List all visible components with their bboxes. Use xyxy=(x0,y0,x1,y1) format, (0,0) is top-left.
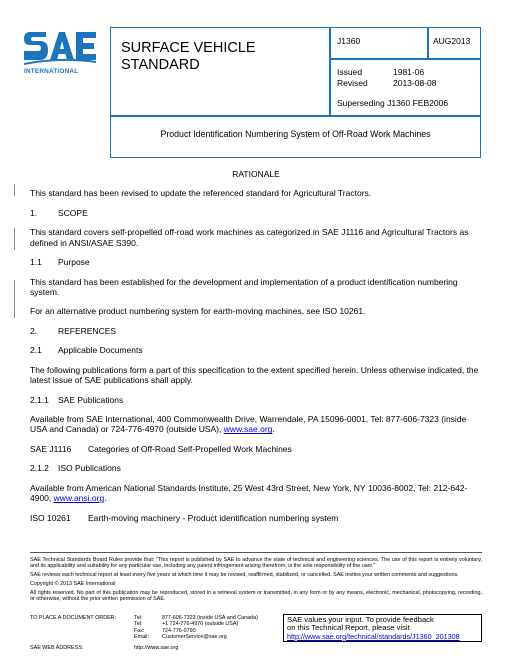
standard-type-title: SURFACE VEHICLE STANDARD xyxy=(121,40,256,73)
logo-subtext: INTERNATIONAL xyxy=(24,68,79,75)
doc-number: J1360 xyxy=(337,36,361,46)
reference-title: Categories of Off-Road Self-Propelled Work Machines xyxy=(88,443,292,454)
section-1-heading xyxy=(30,208,482,218)
contact-value: 724-776-0790 xyxy=(162,627,196,634)
section-number: 2.1.1 xyxy=(30,394,49,405)
section-number: 2. xyxy=(30,325,38,336)
section-1-1-heading xyxy=(30,257,482,267)
contact-label: Tel: xyxy=(134,615,143,621)
doc-number-box xyxy=(330,27,428,59)
section-number: 1.1 xyxy=(30,257,42,268)
sae-website-link[interactable]: www.sae.org xyxy=(223,424,273,435)
reference-entry xyxy=(30,444,482,454)
revised-label: Revised xyxy=(337,77,368,88)
purpose-text: This standard has been established for the development and implementation of a product identification numbering system. xyxy=(30,276,458,297)
iso-publications-text xyxy=(30,483,482,504)
reference-entry xyxy=(30,513,482,523)
change-bar xyxy=(14,184,15,196)
document-body xyxy=(30,169,482,532)
section-title: SAE Publications xyxy=(58,394,124,405)
issued-value: 1981-06 xyxy=(393,67,425,77)
sae-logo xyxy=(24,30,104,76)
footer-legal xyxy=(30,557,482,605)
period: . xyxy=(104,493,107,504)
section-title: Applicable Documents xyxy=(58,345,143,356)
section-title: REFERENCES xyxy=(58,325,117,336)
contact-value: 877-606-7323 (inside USA and Canada) xyxy=(162,615,258,621)
revised-value: 2013-08-08 xyxy=(393,77,437,88)
contact-value: CustomerService@sae.org xyxy=(162,633,227,640)
section-title: ISO Publications xyxy=(58,463,121,474)
revised-row xyxy=(337,78,480,89)
section-2-1-1-heading xyxy=(30,395,482,405)
section-title: Purpose xyxy=(58,257,90,268)
period: . xyxy=(272,424,275,435)
doc-date-box xyxy=(428,27,481,59)
contact-label: Fax: xyxy=(134,627,145,634)
section-2-heading xyxy=(30,326,482,336)
purpose-text-alt: For an alternative product numbering system for earth-moving machines, see ISO 10261. xyxy=(30,306,366,317)
superseding-text: Superseding J1360 FEB2006 xyxy=(337,98,449,108)
ansi-availability-text: Available from American National Standards Institute, 25 West 43rd Street, New York, NY 10036-8002, Tel: 212-642-4900, xyxy=(30,482,468,504)
rationale-heading: RATIONALE xyxy=(232,169,280,179)
applicable-documents-text: The following publications form a part of this specification to the extent specified herein. Unless otherwise indicated, the latest issue of SAE publications shall apply. xyxy=(30,364,479,386)
rights-text: All rights reserved. No part of this publication may be reproduced, stored in a retrieval system or transmitted, in any form or by any means, electronic, mechanical, photocopying, recording, or otherwise, without the prior written permission of SAE. xyxy=(30,589,482,603)
rationale-text: This standard has been revised to update the referenced standard for Agricultural Tractors. xyxy=(30,188,372,199)
order-contacts xyxy=(134,615,258,640)
footer-divider xyxy=(30,552,482,553)
web-label: SAE WEB ADDRESS: xyxy=(30,645,84,651)
section-number: 2.1 xyxy=(30,345,42,356)
doc-date: AUG2013 xyxy=(433,36,471,46)
feedback-box xyxy=(283,614,482,642)
document-title: Product Identification Numbering System of Off-Road Work Machines xyxy=(160,129,431,139)
section-title: SCOPE xyxy=(58,207,88,218)
web-address-row xyxy=(30,645,179,651)
change-bar xyxy=(14,228,15,250)
document-title-box xyxy=(110,116,481,158)
review-text: SAE reviews each technical report at least every five years at which time it may be revised, reaffirmed, stabilized, or cancelled. SAE invites your written comments and suggestions. xyxy=(30,572,459,579)
contact-row xyxy=(134,634,258,640)
standard-type-box xyxy=(110,27,330,116)
sae-availability-text: Available from SAE International, 400 Commonwealth Drive, Warrendale, PA 15096-0001, Tel: 877-606-7323 (inside USA and Canada) or 724-776-4970 (outside USA), xyxy=(30,414,467,435)
copyright-text: Copyright © 2013 SAE International xyxy=(30,581,116,587)
reference-code: ISO 10261 xyxy=(30,512,71,523)
sae-publications-text xyxy=(30,414,482,435)
section-2-1-2-heading xyxy=(30,463,482,473)
rules-text: SAE Technical Standards Board Rules provide that: "This report is published by SAE to advance the state of technical and engineering sciences. The use of this report is entirely voluntary, and its applicability and suitability for any particular use, including any patent infringement arising therefrom, is the sole responsibility of the user." xyxy=(30,557,482,570)
ansi-website-link[interactable]: www.ansi.org xyxy=(53,493,105,504)
issued-label: Issued xyxy=(337,67,363,77)
section-number: 1. xyxy=(30,207,38,218)
scope-text: This standard covers self-propelled off-road work machines as categorized in SAE J1116 and Agricultural Tractors as defined in ANSI/ASAE S390. xyxy=(30,227,469,248)
feedback-line: SAE values your input. To provide feedback xyxy=(287,615,434,624)
contact-label: Tel: xyxy=(134,621,143,628)
contact-value: +1 724-776-4970 (outside USA) xyxy=(162,621,239,628)
order-label: TO PLACE A DOCUMENT ORDER: xyxy=(30,615,117,621)
reference-code: SAE J1116 xyxy=(30,443,72,454)
feedback-link[interactable]: http://www.sae.org/technical/standards/J1360_201308 xyxy=(287,631,460,641)
reference-title: Earth-moving machinery - Product identification numbering system xyxy=(88,512,339,523)
issued-row xyxy=(337,67,480,78)
change-bar xyxy=(14,280,15,318)
contact-label: Email: xyxy=(134,633,149,640)
issue-info-box xyxy=(330,59,481,116)
sae-logo-mark xyxy=(24,30,96,66)
feedback-line: on this Technical Report, please visit xyxy=(287,623,410,633)
section-2-1-heading xyxy=(30,345,482,355)
web-value: http://www.sae.org xyxy=(134,645,179,651)
section-number: 2.1.2 xyxy=(30,463,49,474)
